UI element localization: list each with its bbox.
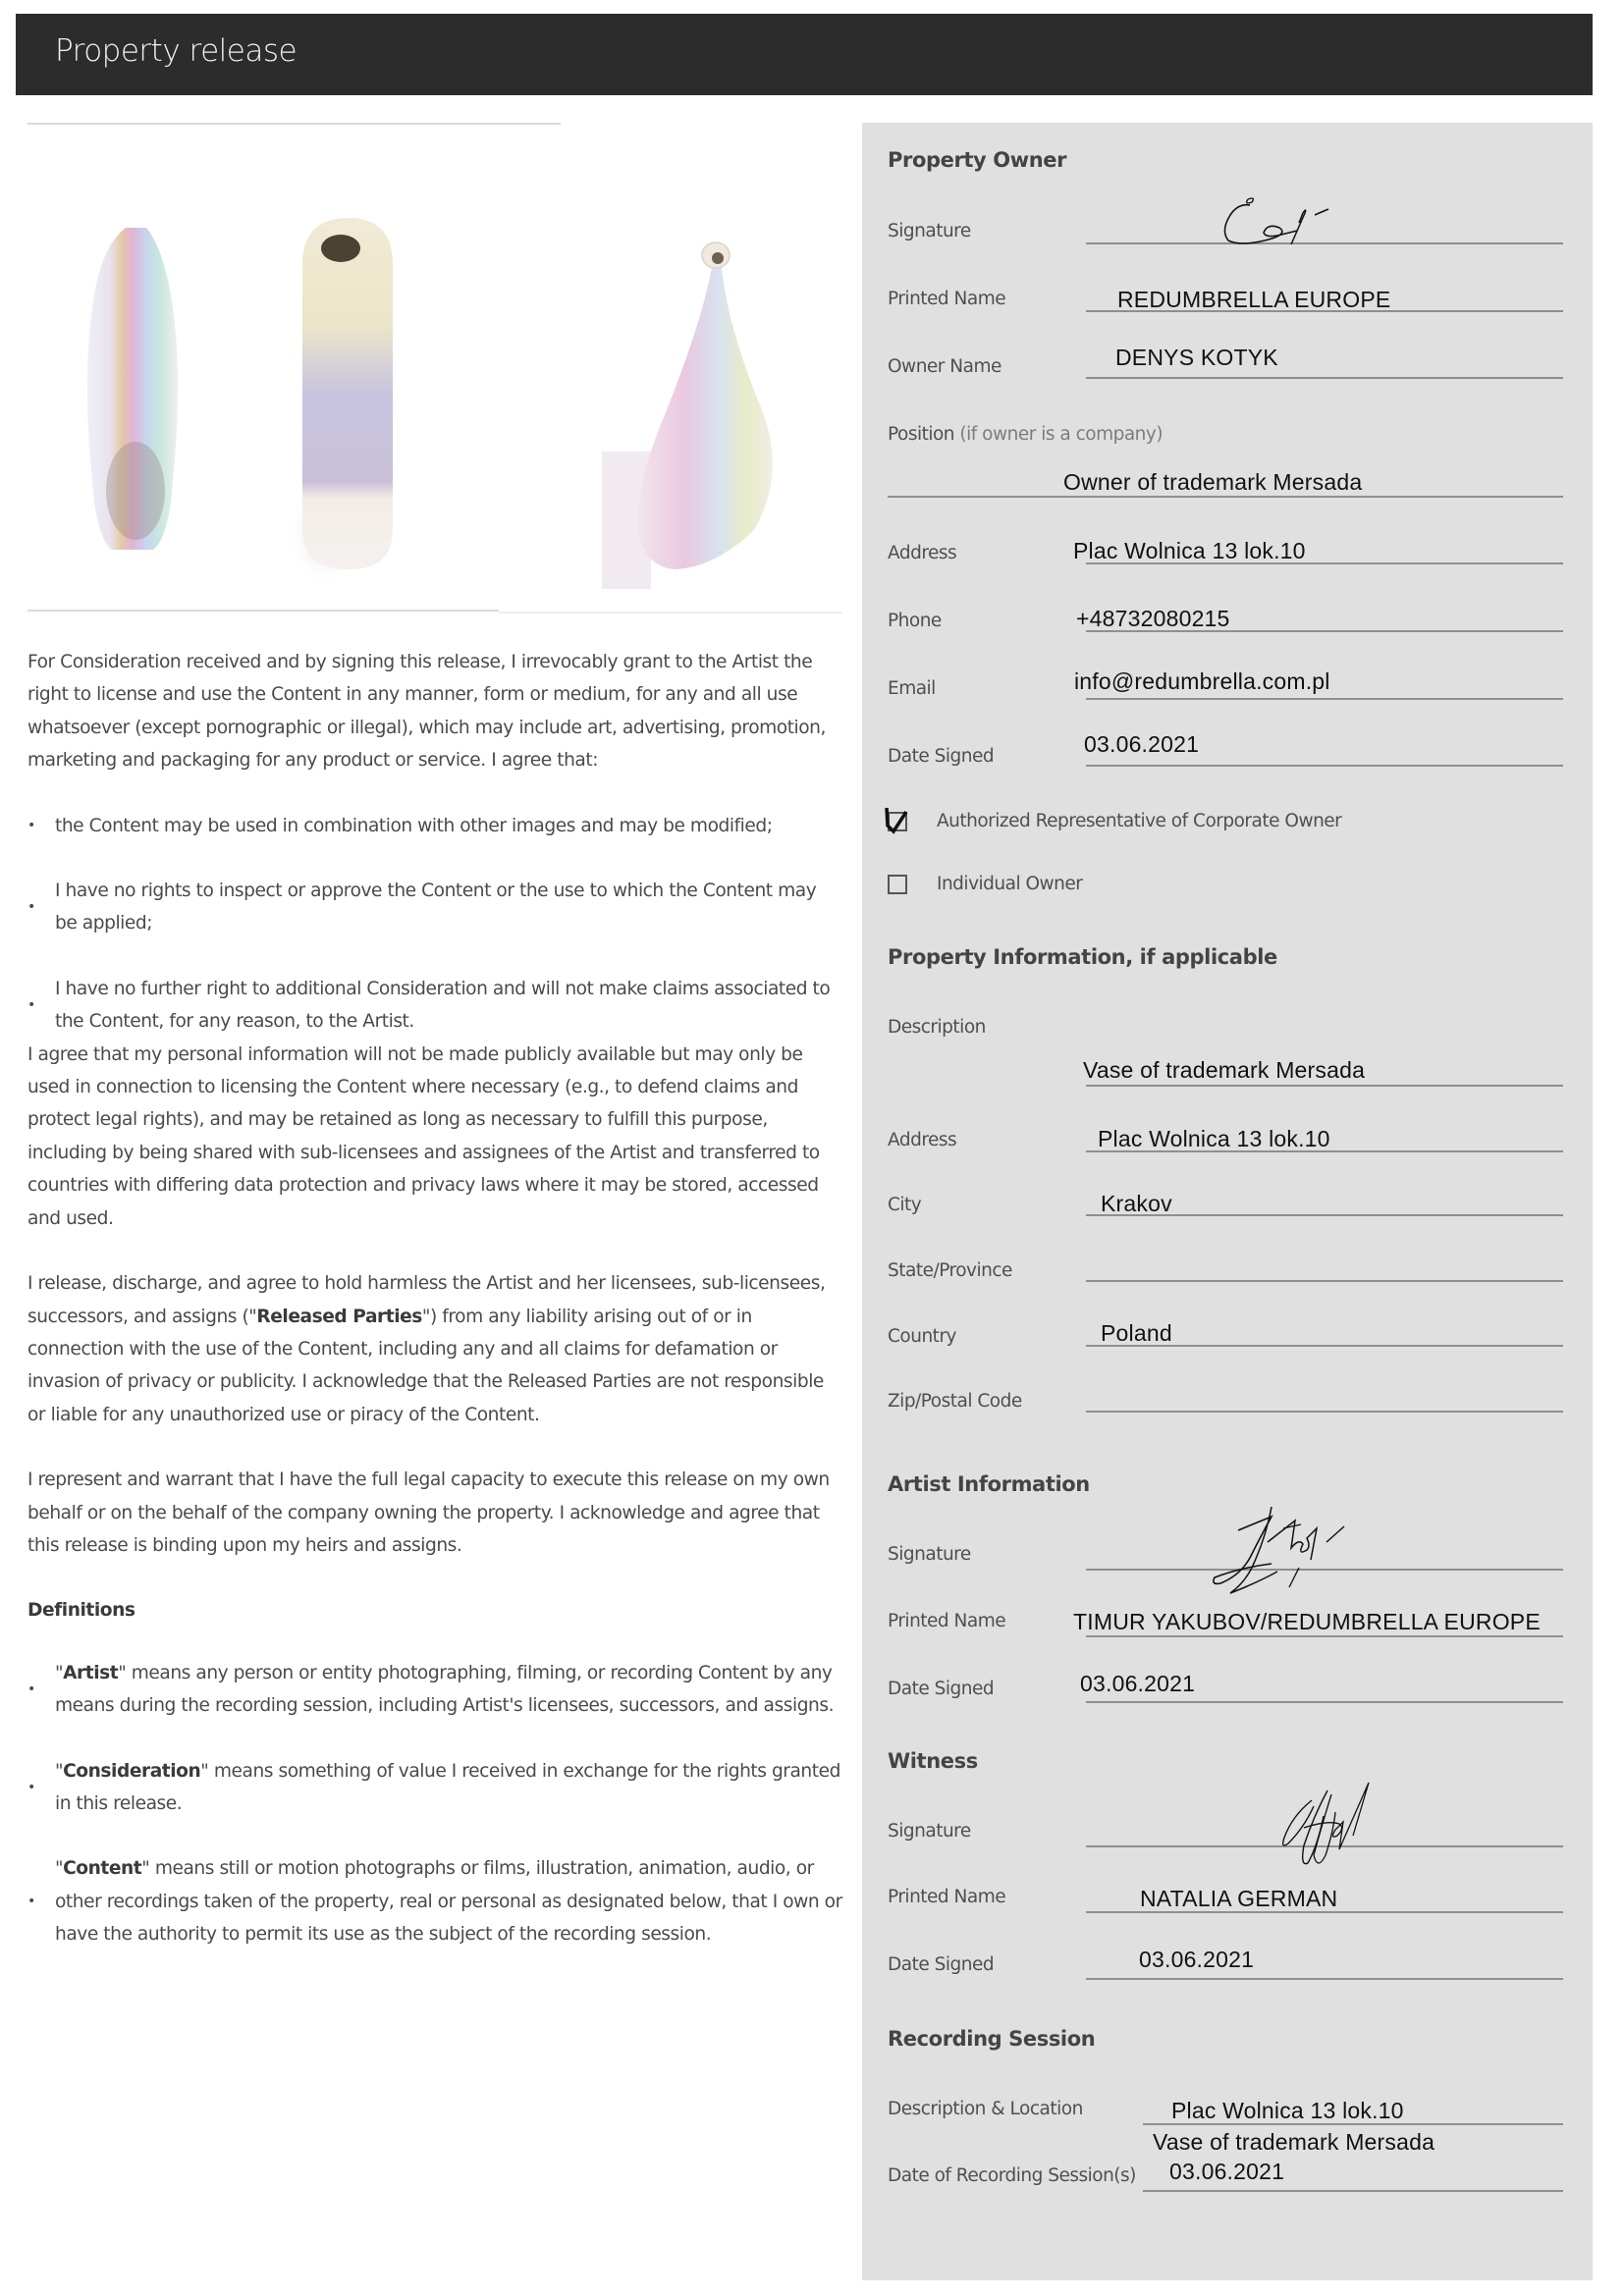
recording-description-label: Description & Location <box>888 2099 1083 2119</box>
zip-line <box>1086 1411 1563 1413</box>
email-line <box>1086 698 1563 700</box>
title-bar <box>16 14 1593 95</box>
artist-date-field[interactable]: 03.06.2021 <box>1080 1671 1196 1696</box>
authorized-representative-label: Authorized Representative of Corporate Owner <box>937 811 1342 831</box>
vase-photo-3 <box>602 242 773 589</box>
witness-printed-name-label: Printed Name <box>888 1887 1006 1907</box>
witness-signature-image <box>1274 1777 1382 1875</box>
witness-date-label: Date Signed <box>888 1954 995 1975</box>
checkmark-icon <box>885 806 910 835</box>
individual-owner-checkbox[interactable] <box>888 875 907 894</box>
release-paragraph: I release, discharge, and agree to hold harmless the Artist and her licensees, sub-licensees, successors, and assigns ("Released Parties") from any liability arising out of or in connection with the use of the Content, including any and all claims for defamation or invasion of privacy or publicity. I acknowledge that the Released Parties are not responsible or liable for any unauthorized use or piracy of the Content. <box>27 1273 826 1425</box>
artist-information-heading: Artist Information <box>888 1472 1090 1496</box>
artist-printed-name-label: Printed Name <box>888 1611 1006 1631</box>
position-line <box>888 496 1563 498</box>
artist-date-line <box>1086 1701 1563 1703</box>
release-terms <box>27 646 842 1951</box>
owner-signature-label: Signature <box>888 221 971 241</box>
divider <box>27 610 499 612</box>
owner-name-label: Owner Name <box>888 356 1001 377</box>
owner-signature-image <box>1220 193 1348 247</box>
authorized-representative-checkbox[interactable] <box>888 812 907 831</box>
warranty-paragraph: I represent and warrant that I have the full legal capacity to execute this release on my own behalf or on the behalf of the company owning the property. I acknowledge and agree that this release is binding upon my heirs and assigns. <box>27 1469 830 1556</box>
artist-signature-label: Signature <box>888 1544 971 1565</box>
definition-item: • "Content" means still or motion photographs or films, illustration, animation, audio, or other recordings taken of the property, real or personal as designated below, that I own or have the authority to permit its use as the subject of the recording session. <box>27 1858 842 1946</box>
bullet-icon: • <box>27 1779 35 1795</box>
state-label: State/Province <box>888 1260 1012 1281</box>
bullet-icon: • <box>27 1682 35 1698</box>
recording-date-label: Date of Recording Session(s) <box>888 2165 1136 2186</box>
position-label: Position (if owner is a company) <box>888 424 1164 445</box>
phone-label: Phone <box>888 611 942 631</box>
property-address-field[interactable]: Plac Wolnica 13 lok.10 <box>1098 1126 1330 1151</box>
city-label: City <box>888 1195 922 1215</box>
email-field[interactable]: info@redumbrella.com.pl <box>1074 668 1330 694</box>
recording-description-line1[interactable]: Plac Wolnica 13 lok.10 <box>1171 2098 1404 2123</box>
divider <box>27 123 561 125</box>
grant-paragraph: For Consideration received and by signing this release, I irrevocably grant to the Artist the right to license and use the Content in any manner, form or medium, for any and all use whatsoever (except pornographic or illegal), which may include art, advertising, promotion, marketing and packaging for any product or service. I agree that: <box>27 652 826 772</box>
divider <box>499 612 842 614</box>
definitions-heading: Definitions <box>27 1600 135 1622</box>
bullet-icon: • <box>27 818 35 834</box>
artist-signature-image <box>1201 1499 1368 1597</box>
property-information-heading: Property Information, if applicable <box>888 945 1277 969</box>
property-owner-heading: Property Owner <box>888 148 1067 172</box>
privacy-paragraph: I agree that my personal information will not be made publicly available but may only be used in connection to licensing the Content where necessary (e.g., to defend claims and protect legal rights), and may be retained as long as necessary to fulfill this purpose, including by being shared with sub-licensees and assignees of the Artist and transferred to countries with differing data protection and privacy laws where it may be stored, accessed and used. <box>27 1043 820 1229</box>
artist-printed-name-field[interactable]: TIMUR YAKUBOV/REDUMBRELLA EUROPE <box>1073 1609 1541 1634</box>
signature-panel <box>862 123 1593 2280</box>
description-field[interactable]: Vase of trademark Mersada <box>1083 1057 1366 1083</box>
country-label: Country <box>888 1326 956 1347</box>
owner-address-label: Address <box>888 543 957 563</box>
property-address-label: Address <box>888 1130 957 1150</box>
country-field[interactable]: Poland <box>1101 1320 1172 1346</box>
city-field[interactable]: Krakov <box>1101 1191 1172 1216</box>
owner-date-line <box>1086 765 1563 767</box>
bullet-icon: • <box>27 899 35 916</box>
page-title: Property release <box>55 33 298 69</box>
artist-printed-name-line <box>1086 1635 1563 1637</box>
bullet-icon: • <box>27 1894 35 1910</box>
recording-description-line2[interactable]: Vase of trademark Mersada <box>1153 2129 1435 2155</box>
vase-photo-2 <box>288 218 393 589</box>
recording-session-heading: Recording Session <box>888 2027 1096 2051</box>
position-field[interactable]: Owner of trademark Mersada <box>1063 469 1363 495</box>
definition-item: • "Consideration" means something of value I received in exchange for the rights granted in this release. <box>27 1760 840 1814</box>
state-line <box>1086 1280 1563 1282</box>
owner-date-field[interactable]: 03.06.2021 <box>1084 731 1200 757</box>
property-images <box>27 157 842 589</box>
definition-item: • "Artist" means any person or entity photographing, filming, or recording Content by any means during the recording session, including Artist's licensees, successors, and assigns. <box>27 1662 835 1717</box>
artist-date-label: Date Signed <box>888 1679 995 1699</box>
owner-name-line <box>1086 377 1563 379</box>
recording-date-field[interactable]: 03.06.2021 <box>1169 2159 1285 2184</box>
owner-date-label: Date Signed <box>888 746 995 767</box>
owner-name-field[interactable]: DENYS KOTYK <box>1115 345 1278 370</box>
agreement-item: • the Content may be used in combination with other images and may be modified; <box>27 815 773 836</box>
witness-date-field[interactable]: 03.06.2021 <box>1139 1947 1255 1972</box>
witness-date-line <box>1086 1978 1563 1980</box>
description-label: Description <box>888 1017 986 1038</box>
witness-heading: Witness <box>888 1749 978 1773</box>
witness-printed-name-field[interactable]: NATALIA GERMAN <box>1140 1886 1338 1911</box>
recording-date-line <box>1143 2190 1563 2192</box>
bullet-icon: • <box>27 997 35 1014</box>
vase-photo-1 <box>87 228 178 550</box>
email-label: Email <box>888 678 936 699</box>
witness-signature-label: Signature <box>888 1821 971 1842</box>
owner-printed-name-field[interactable]: REDUMBRELLA EUROPE <box>1117 287 1391 312</box>
individual-owner-label: Individual Owner <box>937 874 1083 894</box>
owner-address-field[interactable]: Plac Wolnica 13 lok.10 <box>1073 538 1306 563</box>
owner-printed-name-label: Printed Name <box>888 289 1006 309</box>
agreement-item: • I have no rights to inspect or approve the Content or the use to which the Content may be applied; <box>27 881 817 934</box>
phone-field[interactable]: +48732080215 <box>1076 606 1230 631</box>
vase-photos <box>27 157 842 589</box>
description-line <box>1086 1085 1563 1087</box>
zip-label: Zip/Postal Code <box>888 1391 1022 1412</box>
agreement-item: • I have no further right to additional Consideration and will not make claims associated to the Content, for any reason, to the Artist. <box>27 978 831 1033</box>
